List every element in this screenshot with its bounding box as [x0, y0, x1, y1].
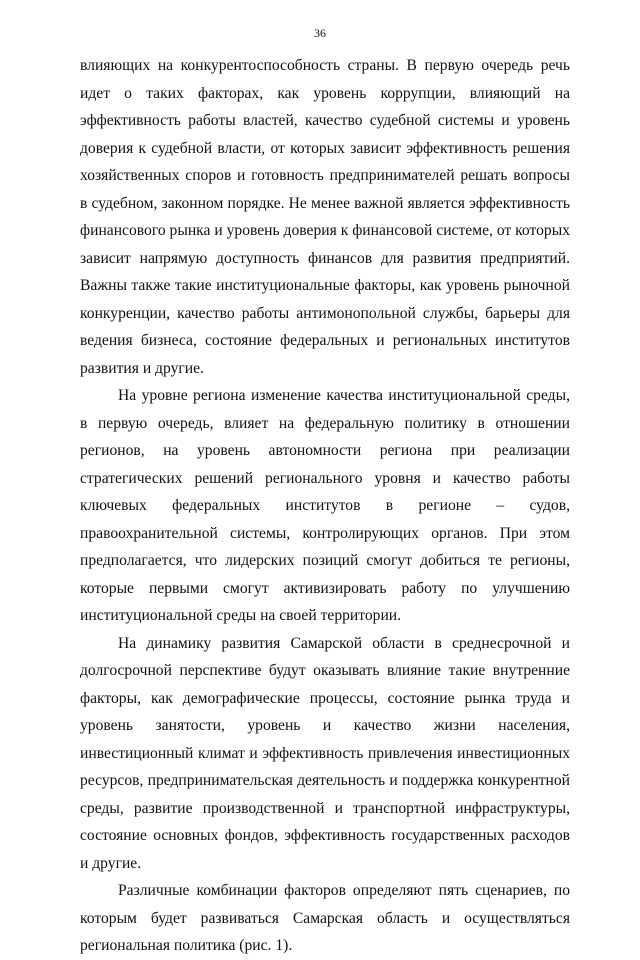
paragraph-2: На уровне региона изменение качества институциональной среды, в первую очередь, влияет на федеральную политику в отношении регионов, на уровень автономности региона при реализации стратегических решений регионального уровня и качество работы ключевых федеральных институтов в регионе – судов, правоохранительной системы, контролирующих органов. При этом предполагается, что лидерских позиций смогут добиться те регионы, которые первыми смогут активизировать работу по улучшению институциональной среды на своей территории. [80, 387, 570, 624]
paragraph-4: Различные комбинации факторов определяют пять сценариев, по которым будет развиваться Самарская область и осуществляться региональная политика (рис. 1). [80, 882, 570, 954]
page-number: 36 [314, 26, 326, 40]
paragraph-1: влияющих на конкурентоспособность страны. В первую очередь речь идет о таких факторах, как уровень коррупции, влияющий на эффективность работы властей, качество судебной системы и уровень доверия к судебной власти, от которых зависит эффективность решения хозяйственных споров и готовность предпринимателей решать вопросы в судебном, законном порядке. Не менее важной является эффективность финансового рынка и уровень доверия к финансовой системе, от которых зависит напрямую доступность финансов для развития предприятий. Важны также такие институциональные факторы, как уровень рыночной конкуренции, качество работы антимонопольной службы, барьеры для ведения бизнеса, состояние федеральных и региональных институтов развития и другие. [80, 57, 570, 377]
paragraph-3: На динамику развития Самарской области в среднесрочной и долгосрочной перспективе будут оказывать влияние такие внутренние факторы, как демографические процессы, состояние рынка труда и уровень занятости, уровень и качество жизни населения, инвестиционный климат и эффективность привлечения инвестиционных ресурсов, предпринимательская деятельность и поддержка конкурентной среды, развитие производственной и транспортной инфраструктуры, состояние основных фондов, эффективность государственных расходов и другие. [80, 634, 570, 872]
body-text [80, 52, 570, 960]
